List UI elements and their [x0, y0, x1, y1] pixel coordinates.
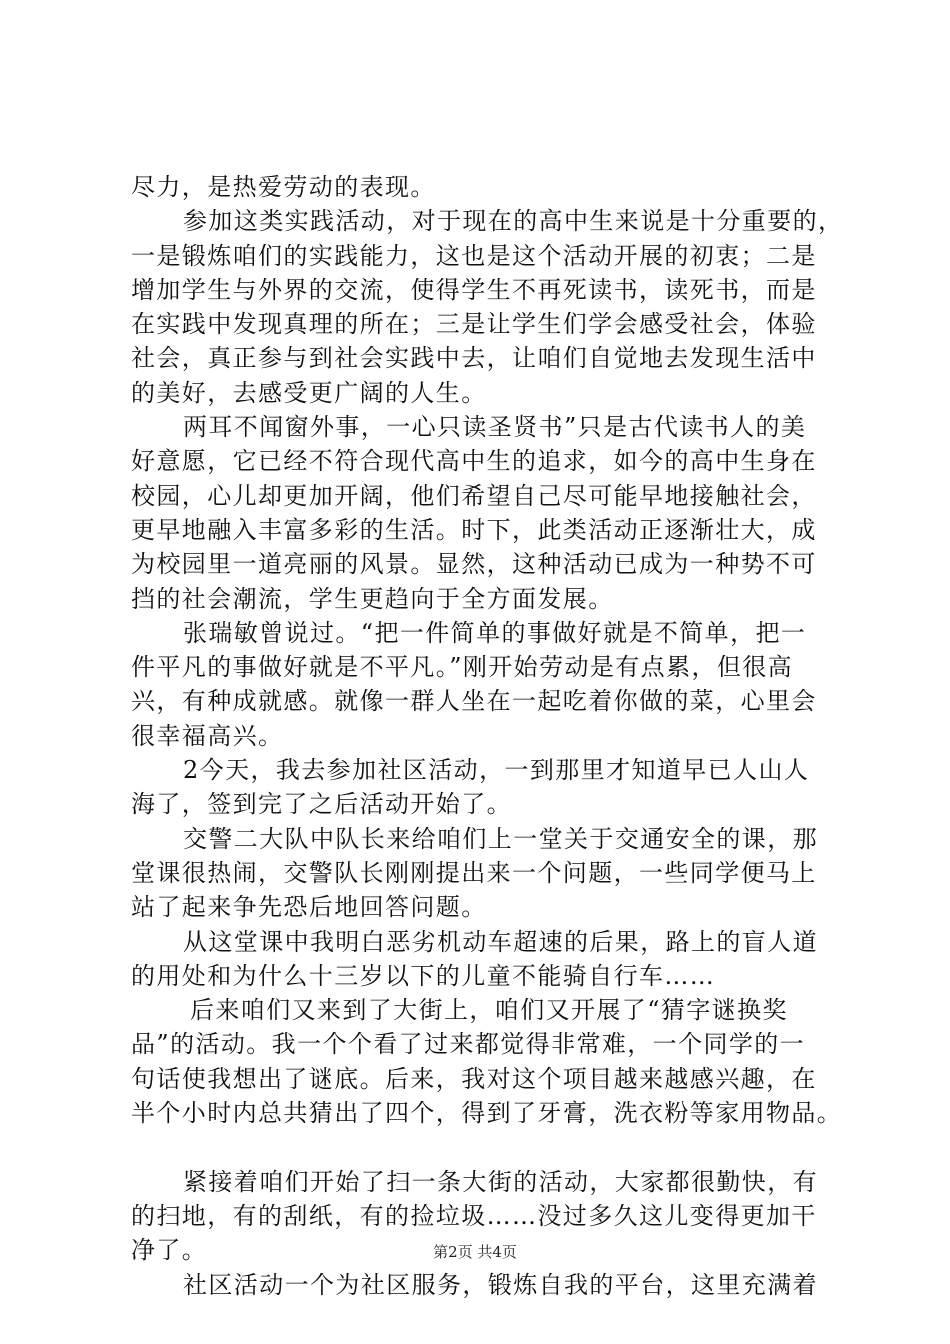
text-line: 参加这类实践活动，对于现在的高中生来说是十分重要的，	[183, 207, 844, 236]
text-line: 的美好，去感受更广阔的人生。	[131, 378, 487, 407]
text-line: 张瑞敏曾说过。“把一件简单的事做好就是不简单，把一	[183, 618, 807, 647]
text-line: 2今天，我去参加社区活动，一到那里才知道早已人山人	[183, 756, 810, 785]
text-line: 挡的社会潮流，学生更趋向于全方面发展。	[131, 584, 614, 613]
text-line: 在实践中发现真理的所在；三是让学生们学会感受社会，体验	[131, 310, 817, 339]
document-body	[131, 170, 844, 1302]
text-line: 的扫地，有的刮纸，有的捡垃圾……没过多久这儿变得更加干	[131, 1201, 817, 1230]
text-line: 件平凡的事做好就是不平凡。”刚开始劳动是有点累，但很高	[131, 653, 794, 682]
text-line: 很幸福高兴。	[131, 721, 284, 750]
text-line: 社会，真正参与到社会实践中去，让咱们自觉地去发现生活中	[131, 344, 817, 373]
text-line: 净了。	[131, 1236, 208, 1265]
blank-line	[131, 1130, 831, 1164]
page-number: 第2页 共4页	[433, 1243, 517, 1261]
text-line: 尽力，是热爱劳动的表现。	[131, 173, 436, 201]
page-footer	[0, 1242, 950, 1262]
text-line: 兴，有种成就感。就像一群人坐在一起吃着你做的菜，心里会	[131, 687, 817, 716]
text-line: 品”的活动。我一个个看了过来都觉得非常难，一个同学的一	[131, 1030, 806, 1059]
text-line: 社区活动一个为社区服务，锻炼自我的平台，这里充满着	[183, 1270, 818, 1299]
text-line: 增加学生与外界的交流，使得学生不再死读书，读死书，而是	[131, 275, 817, 304]
text-line: 更早地融入丰富多彩的生活。时下，此类活动正逐渐壮大，成	[131, 515, 817, 544]
text-line: 半个小时内总共猜出了四个，得到了牙膏，洗衣粉等家用物品。	[131, 1099, 843, 1128]
text-line: 从这堂课中我明白恶劣机动车超速的后果，路上的盲人道	[183, 927, 818, 956]
text-line: 站了起来争先恐后地回答问题。	[131, 893, 487, 922]
text-line: 一是锻炼咱们的实践能力，这也是这个活动开展的初衷；二是	[131, 241, 817, 270]
text-line: 后来咱们又来到了大街上，咱们又开展了“猜字谜换奖	[190, 996, 788, 1025]
text-line: 的用处和为什么十三岁以下的儿童不能骑自行车……	[131, 961, 716, 990]
text-line: 好意愿，它已经不符合现代高中生的追求，如今的高中生身在	[131, 447, 817, 476]
text-line: 为校园里一道亮丽的风景。显然，这种活动已成为一种势不可	[131, 550, 817, 579]
text-line: 海了，签到完了之后活动开始了。	[131, 790, 512, 819]
text-line: 紧接着咱们开始了扫一条大街的活动，大家都很勤快，有	[183, 1167, 818, 1196]
text-line: 校园，心儿却更加开阔，他们希望自己尽可能早地接触社会，	[131, 481, 817, 510]
text-line: 交警二大队中队长来给咱们上一堂关于交通安全的课，那	[183, 824, 818, 853]
text-line: 句话使我想出了谜底。后来，我对这个项目越来越感兴趣，在	[131, 1064, 817, 1093]
text-line: 两耳不闻窗外事，一心只读圣贤书”只是古代读书人的美	[183, 413, 807, 442]
text-line: 堂课很热闹，交警队长刚刚提出来一个问题，一些同学便马上	[131, 858, 817, 887]
